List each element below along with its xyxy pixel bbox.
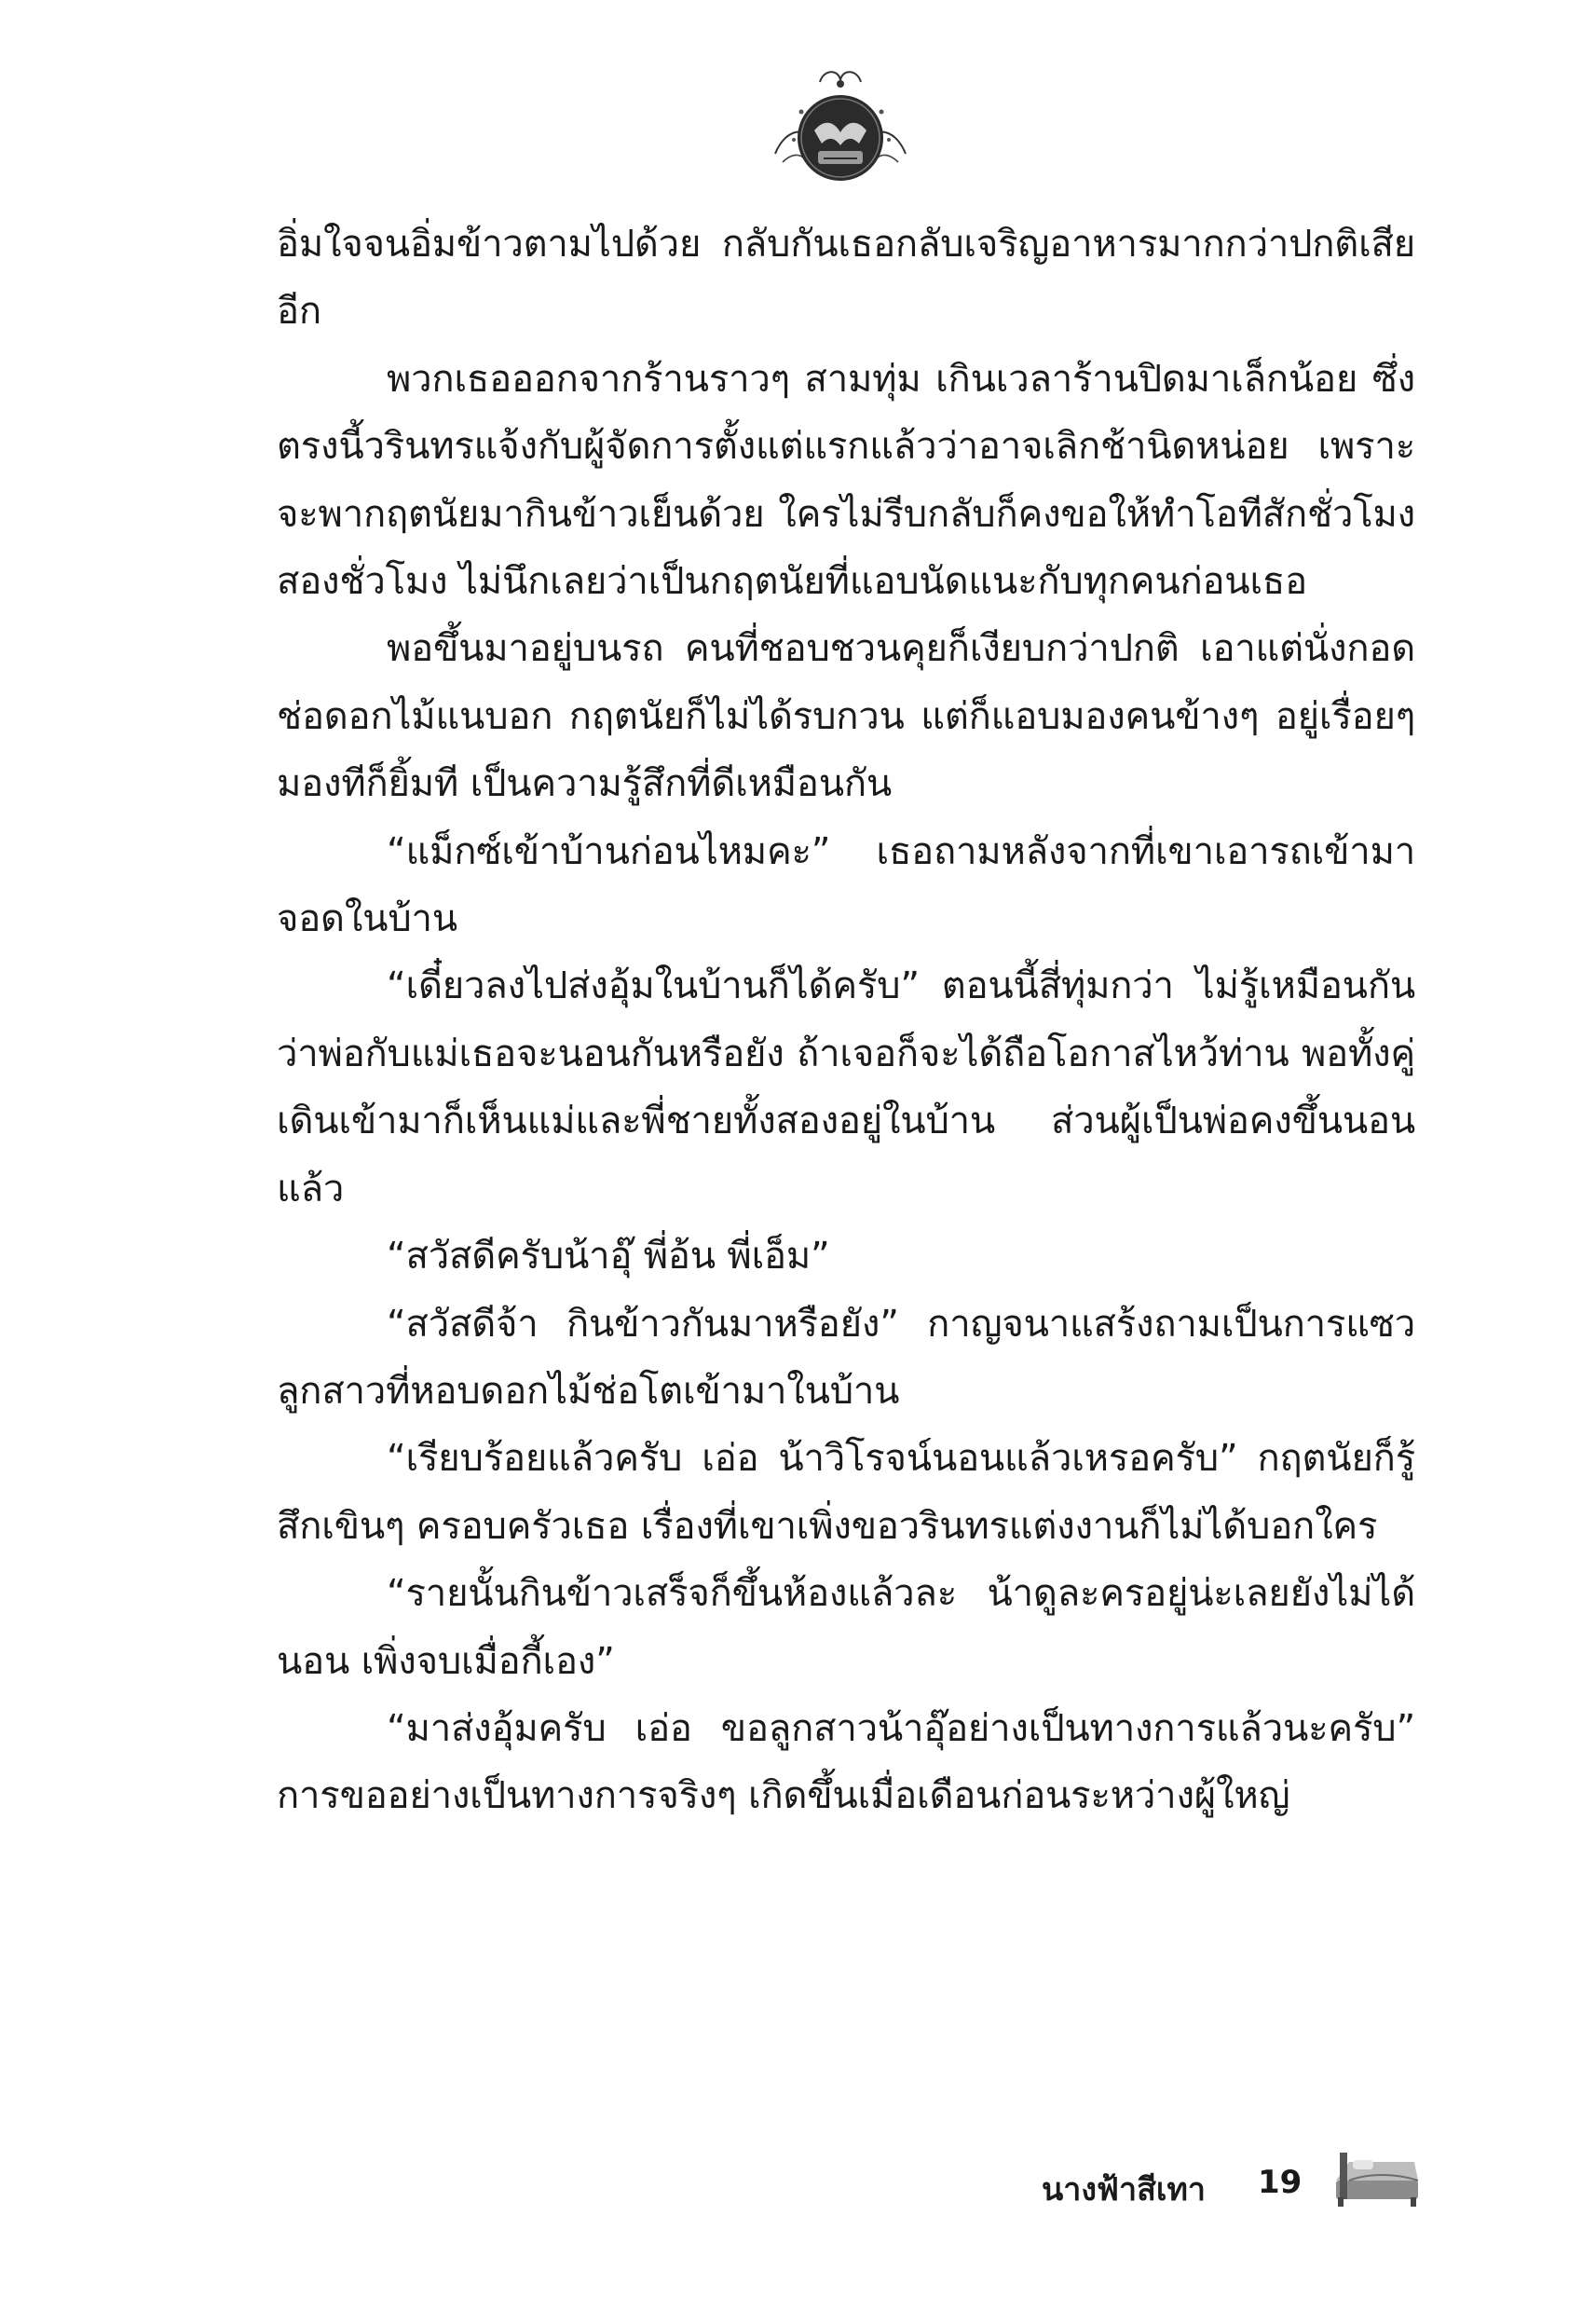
paragraph-2: พวกเธอออกจากร้านราวๆ สามทุ่ม เกินเวลาร้านปิดมาเล็กน้อย ซึ่งตรงนี้วรินทรแจ้งกับผู้จัดการตั้งแต่แรกแล้วว่าอาจเลิกช้านิดหน่อย เพราะจะพากฤตนัยมากินข้าวเย็นด้วย ใครไม่รีบกลับก็คงขอให้ทำโอทีสักชั่วโมงสองชั่วโมง ไม่นึกเลยว่าเป็นกฤตนัยที่แอบนัดแนะกับทุกคนก่อนเธอ [277,357,1415,604]
paragraph-9: “รายนั้นกินข้าวเสร็จก็ขึ้นห้องแล้วละ น้าดูละครอยู่น่ะเลยยังไม่ได้นอน เพิ่งจบเมื่อกี้เอง” [277,1572,1415,1683]
paragraph-6: “สวัสดีครับน้าอุ๊ พี่อ้น พี่เอ็ม” [387,1235,830,1279]
paragraph-1: อิ่มใจจนอิ่มข้าวตามไปด้วย กลับกันเธอกลับเจริญอาหารมากกว่าปกติเสียอีก [277,223,1415,334]
decorative-emblem-icon [766,65,915,196]
body-text [277,211,1415,1830]
paragraph-3: พอขึ้นมาอยู่บนรถ คนที่ชอบชวนคุยก็เงียบกว่าปกติ เอาแต่นั่งกอดช่อดอกไม้แนบอก กฤตนัยก็ไม่ได้รบกวน แต่ก็แอบมองคนข้างๆ อยู่เรื่อยๆ มองทีก็ยิ้มที เป็นความรู้สึกที่ดีเหมือนกัน [277,627,1415,806]
paragraph-7: “สวัสดีจ้า กินข้าวกันมาหรือยัง” กาญจนาแสร้งถามเป็นการแซวลูกสาวที่หอบดอกไม้ช่อโตเข้ามาในบ้าน [277,1302,1415,1413]
page-footer [1034,2140,1481,2223]
paragraph-10: “มาส่งอุ้มครับ เอ่อ ขอลูกสาวน้าอุ๊อย่างเป็นทางการแล้วนะครับ” การขออย่างเป็นทางการจริงๆ เกิดขึ้นเมื่อเดือนก่อนระหว่างผู้ใหญ่ [277,1706,1415,1818]
paragraph-8: “เรียบร้อยแล้วครับ เอ่อ น้าวิโรจน์นอนแล้วเหรอครับ” กฤตนัยก็รู้สึกเขินๆ ครอบครัวเธอ เรื่องที่เขาเพิ่งขอวรินทรแต่งงานก็ไม่ได้บอกใคร [277,1437,1415,1548]
bed-icon [1330,2140,1424,2214]
paragraph-4: “แม็กซ์เข้าบ้านก่อนไหมคะ” เธอถามหลังจากที่เขาเอารถเข้ามาจอดในบ้าน [277,829,1415,941]
paragraph-5: “เดี๋ยวลงไปส่งอุ้มในบ้านก็ได้ครับ” ตอนนี้สี่ทุ่มกว่า ไม่รู้เหมือนกันว่าพ่อกับแม่เธอจะนอนกันหรือยัง ถ้าเจอก็จะได้ถือโอกาสไหว้ท่าน พอทั้งคู่เดินเข้ามาก็เห็นแม่และพี่ชายทั้งสองอยู่ในบ้าน ส่วนผู้เป็นพ่อคงขึ้นนอนแล้ว [277,964,1415,1210]
page-number: 19 [1258,2164,1303,2201]
book-title: นางฟ้าสีเทา [1042,2171,1206,2208]
